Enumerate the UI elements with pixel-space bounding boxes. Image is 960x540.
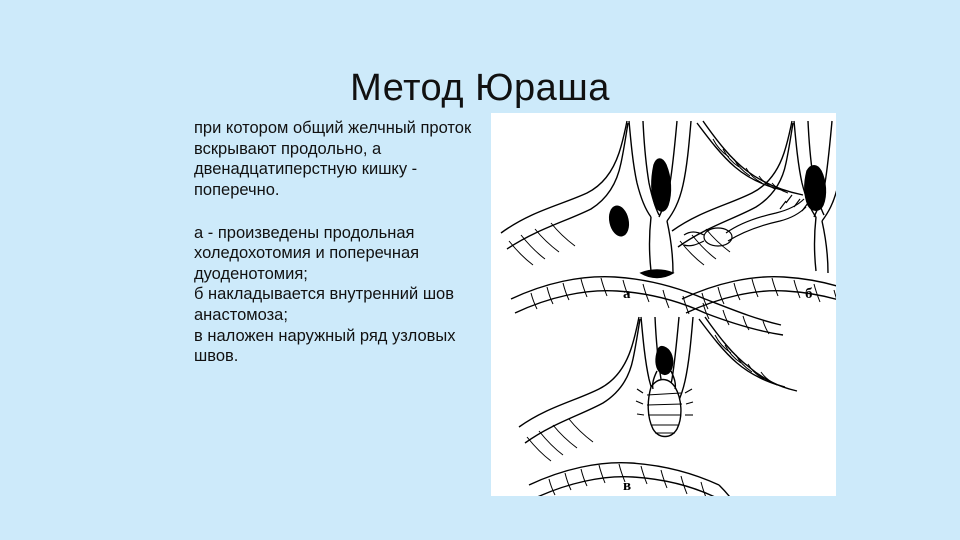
legend-item-b: б накладывается внутренний шов анастомоза;: [194, 285, 455, 324]
panel-label-b: б: [805, 286, 813, 302]
surgical-illustration: [491, 113, 836, 496]
figure-legend: [190, 223, 490, 367]
illustration-svg: [491, 113, 836, 496]
panel-label-a: а: [623, 286, 631, 302]
slide-body-text: [190, 118, 490, 367]
legend-item-v: в наложен наружный ряд узловых швов.: [194, 326, 456, 366]
intro-paragraph: при котором общий желчный проток вскрывают продольно, а двенадцатиперстную кишку - поперечно.: [194, 119, 472, 199]
panel-label-v: в: [623, 478, 632, 494]
paragraph-spacer: [190, 201, 490, 223]
legend-item-a: а - произведены продольная холедохотомия и поперечная дуоденотомия;: [194, 223, 420, 283]
page-title: Метод Юраша: [350, 67, 610, 110]
